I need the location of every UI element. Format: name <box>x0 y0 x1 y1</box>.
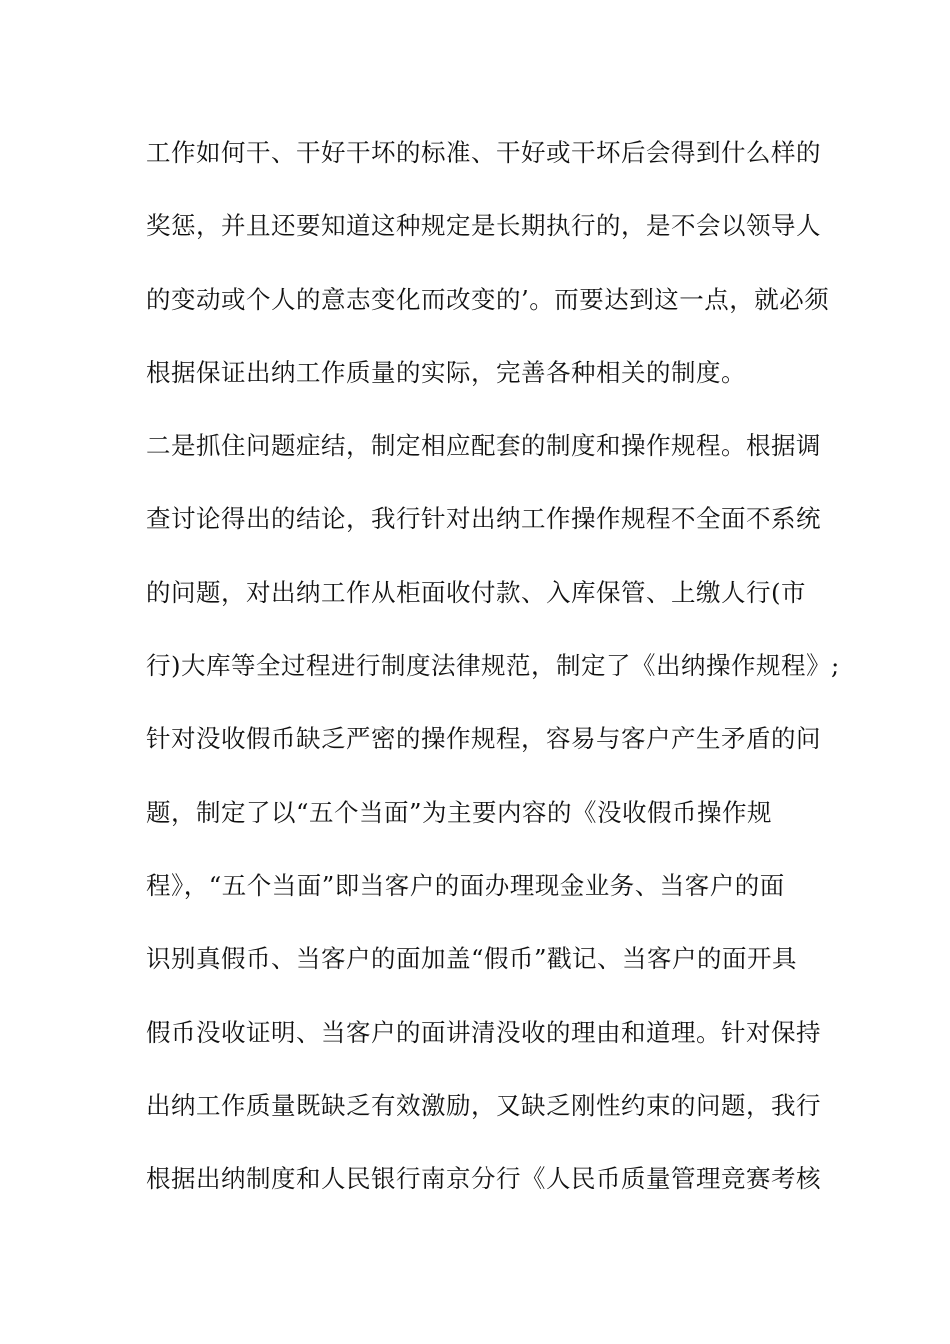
text-line: 出纳工作质量既缺乏有效激励，又缺乏刚性约束的问题，我行 <box>146 1090 821 1120</box>
text-line: 针对没收假币缺乏严密的操作规程，容易与客户产生矛盾的问 <box>146 724 821 754</box>
text-line: 假币没收证明、当客户的面讲清没收的理由和道理。针对保持 <box>146 1017 821 1047</box>
text-line: 二是抓住问题症结，制定相应配套的制度和操作规程。根据调 <box>146 431 821 461</box>
text-line: 程》，“五个当面”即当客户的面办理现金业务、当客户的面 <box>146 870 785 900</box>
text-line: 查讨论得出的结论，我行针对出纳工作操作规程不全面不系统 <box>146 504 821 534</box>
text-line: 的变动或个人的意志变化而改变的’。而要达到这一点，就必须 <box>146 284 830 314</box>
text-line: 奖惩，并且还要知道这种规定是长期执行的，是不会以领导人 <box>146 211 821 241</box>
text-line: 识别真假币、当客户的面加盖“假币”戳记、当客户的面开具 <box>146 944 798 974</box>
text-line: 行)大库等全过程进行制度法律规范，制定了《出纳操作规程》; <box>146 651 840 681</box>
text-line: 根据出纳制度和人民银行南京分行《人民币质量管理竞赛考核 <box>146 1164 821 1194</box>
text-line: 的问题，对出纳工作从柜面收付款、入库保管、上缴人行(市 <box>146 577 807 607</box>
text-line: 工作如何干、干好干坏的标准、干好或干坏后会得到什么样的 <box>146 138 821 167</box>
body-text <box>146 128 840 1227</box>
text-line: 根据保证出纳工作质量的实际，完善各种相关的制度。 <box>146 357 746 387</box>
text-line: 题，制定了以“五个当面”为主要内容的《没收假币操作规 <box>146 797 773 827</box>
